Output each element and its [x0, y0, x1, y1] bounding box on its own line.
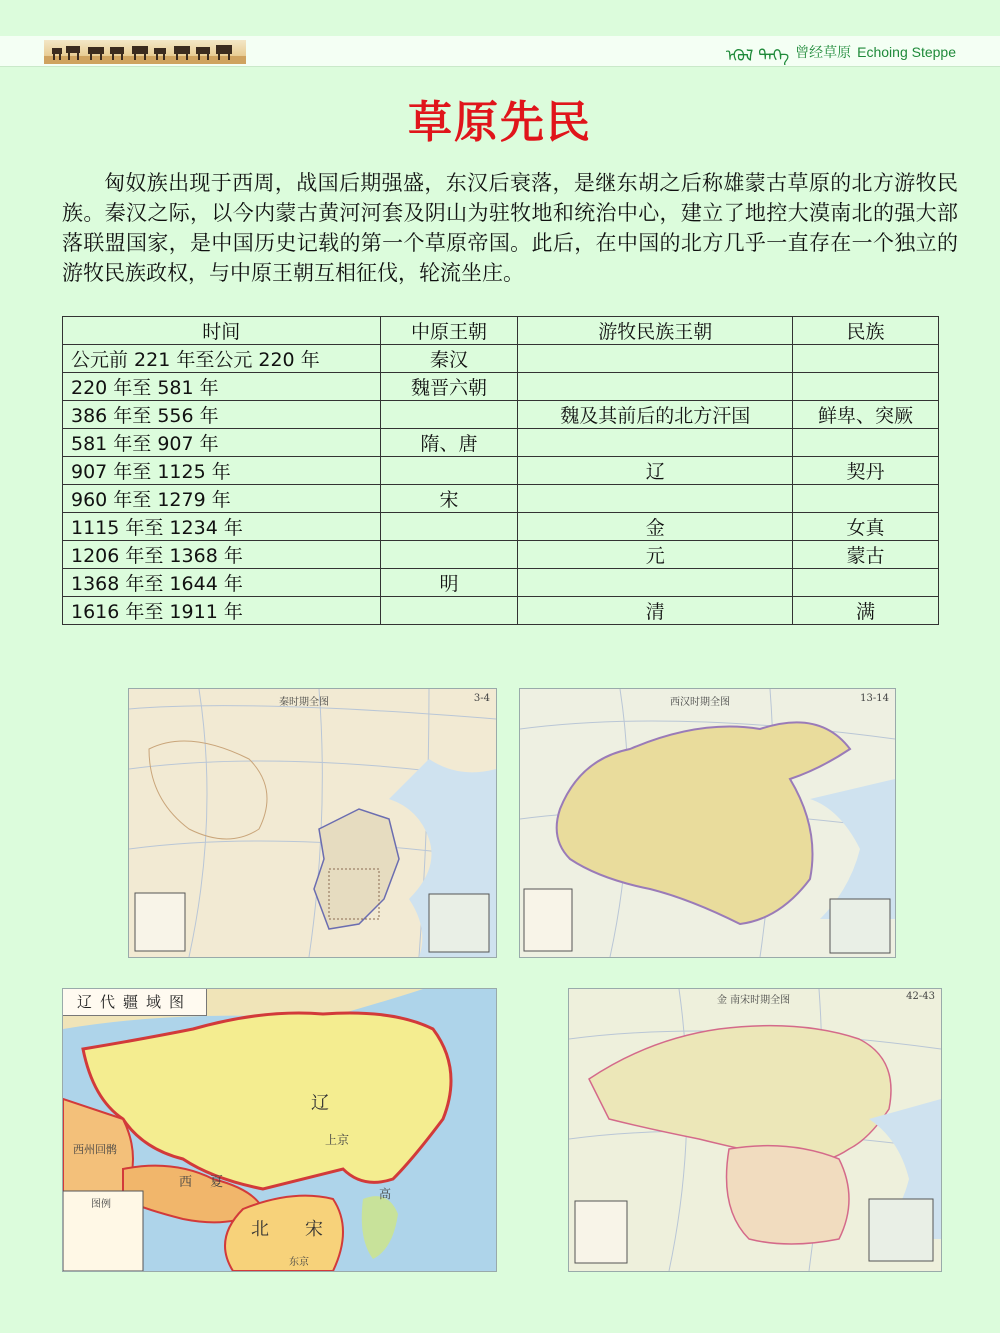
- liao-label-dongjing: 东京: [289, 1257, 309, 1268]
- table-row: [63, 457, 939, 485]
- table-row: [63, 401, 939, 429]
- jin-map-title: 金 南宋时期全图: [717, 995, 791, 1006]
- cell-nomadic: [518, 373, 793, 401]
- table-row: [63, 345, 939, 373]
- liao-label-xizhou-huihu: 西州回鹘: [73, 1143, 117, 1156]
- brand-mongolian-script: ᠡᠭᠦᠯ ᠲᠡᠭᠡ: [725, 46, 790, 65]
- table-header-row: [63, 317, 939, 345]
- cell-ethnicity: [793, 569, 939, 597]
- cell-central: 隋、唐: [380, 429, 518, 457]
- liao-label-gaoli: 高: [379, 1187, 392, 1201]
- cell-ethnicity: [793, 429, 939, 457]
- qin-map-title: 秦时期全图: [279, 697, 329, 708]
- liao-label-liao: 辽: [311, 1093, 329, 1114]
- brand-english-name: Echoing Steppe: [857, 44, 956, 60]
- jin-map: [568, 988, 942, 1272]
- table-row: [63, 541, 939, 569]
- cell-nomadic: 辽: [518, 457, 793, 485]
- liao-label-shangjing: 上京: [325, 1133, 350, 1147]
- jin-map-code: 42-43: [906, 991, 935, 1002]
- cell-nomadic: [518, 429, 793, 457]
- intro-paragraph: 匈奴族出现于西周，战国后期强盛，东汉后衰落，是继东胡之后称雄蒙古草原的北方游牧民族。秦汉之际，以今内蒙古黄河河套及阴山为驻牧地和统治中心，建立了地控大漠南北的强大部落联盟国家，是中国历史记载的第一个草原帝国。此后，在中国的北方几乎一直存在一个独立的游牧民族政权，与中原王朝互相征伐，轮流坐庄。: [62, 171, 958, 285]
- table-row: [63, 513, 939, 541]
- liao-map-title: 辽代疆域图: [63, 989, 207, 1016]
- cell-time: 公元前 221 年至公元 220 年: [63, 345, 381, 373]
- cell-nomadic: 魏及其前后的北方汗国: [518, 401, 793, 429]
- cell-ethnicity: [793, 345, 939, 373]
- page-title: 草原先民: [408, 97, 592, 148]
- cell-time: 907 年至 1125 年: [63, 457, 381, 485]
- cell-central: [380, 597, 518, 625]
- header-nomadic-dynasty: 游牧民族王朝: [518, 317, 793, 345]
- cell-ethnicity: 女真: [793, 513, 939, 541]
- han-map: [519, 688, 896, 958]
- brand-chinese-name: 曾经草原: [795, 45, 852, 61]
- cell-central: 秦汉: [380, 345, 518, 373]
- caravan-banner-image: [44, 40, 246, 64]
- cell-central: [380, 513, 518, 541]
- table-row: [63, 569, 939, 597]
- liao-legend-title: 图例: [91, 1199, 111, 1210]
- cell-time: 386 年至 556 年: [63, 401, 381, 429]
- cell-ethnicity: 契丹: [793, 457, 939, 485]
- cell-ethnicity: [793, 373, 939, 401]
- cell-central: 宋: [380, 485, 518, 513]
- header-central-dynasty: 中原王朝: [380, 317, 518, 345]
- table-row: [63, 485, 939, 513]
- han-map-code: 13-14: [860, 693, 889, 704]
- qin-map: [128, 688, 497, 958]
- cell-time: 1616 年至 1911 年: [63, 597, 381, 625]
- header-ethnicity: 民族: [793, 317, 939, 345]
- cell-central: 明: [380, 569, 518, 597]
- cell-ethnicity: 鲜卑、突厥: [793, 401, 939, 429]
- liao-label-beisong: 北宋: [251, 1219, 359, 1240]
- cell-nomadic: 清: [518, 597, 793, 625]
- cell-time: 1206 年至 1368 年: [63, 541, 381, 569]
- cell-time: 1115 年至 1234 年: [63, 513, 381, 541]
- table-row: [63, 597, 939, 625]
- cell-time: 581 年至 907 年: [63, 429, 381, 457]
- brand-logo: [726, 40, 956, 64]
- liao-map: [62, 988, 497, 1272]
- cell-nomadic: 元: [518, 541, 793, 569]
- cell-central: [380, 457, 518, 485]
- cell-central: [380, 541, 518, 569]
- cell-ethnicity: [793, 485, 939, 513]
- cell-time: 960 年至 1279 年: [63, 485, 381, 513]
- header-time: 时间: [63, 317, 381, 345]
- table-row: [63, 373, 939, 401]
- cell-nomadic: [518, 569, 793, 597]
- dynasty-table: [62, 316, 939, 625]
- cell-ethnicity: 蒙古: [793, 541, 939, 569]
- cell-nomadic: [518, 345, 793, 373]
- cell-nomadic: 金: [518, 513, 793, 541]
- han-map-title: 西汉时期全图: [670, 697, 730, 708]
- table-row: [63, 429, 939, 457]
- qin-map-code: 3-4: [473, 693, 490, 704]
- cell-nomadic: [518, 485, 793, 513]
- cell-ethnicity: 满: [793, 597, 939, 625]
- cell-central: [380, 401, 518, 429]
- cell-time: 220 年至 581 年: [63, 373, 381, 401]
- cell-time: 1368 年至 1644 年: [63, 569, 381, 597]
- liao-label-xixia: 西夏: [179, 1175, 242, 1190]
- cell-central: 魏晋六朝: [380, 373, 518, 401]
